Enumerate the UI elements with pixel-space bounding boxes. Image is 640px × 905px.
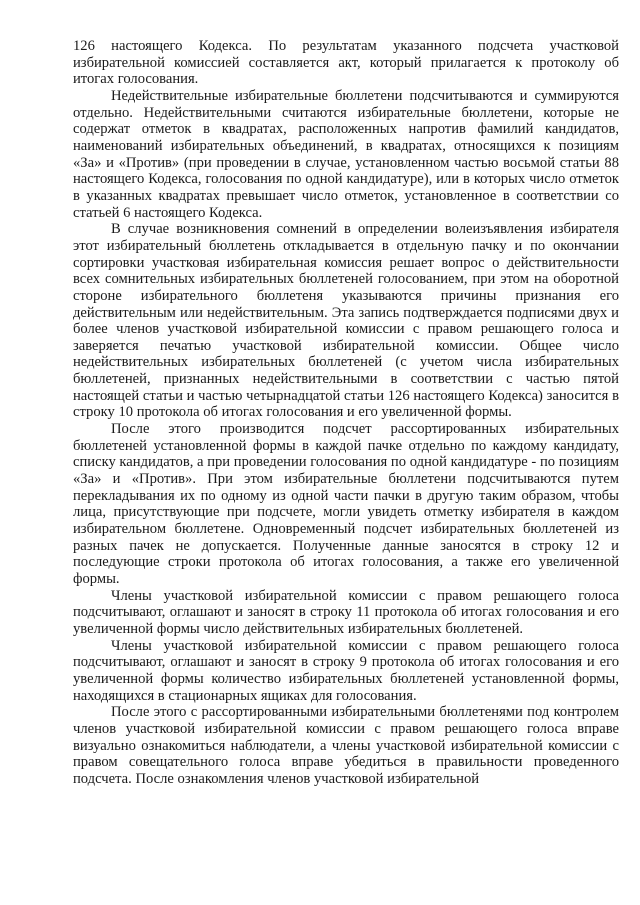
paragraph-sorted-ballots-count: После этого производится подсчет рассортированных избирательных бюллетеней установленной формы в каждой пачке отдельно по каждому кандидату, списку кандидатов, а при проведении голосования по одной кандидатуре - по позициям «За» и «Против». При этом избирательные бюллетени подсчитываются путем перекладывания их по одному из одной части пачки в другую таким образом, чтобы лица, присутствующие при подсчете, могли увидеть отметку избирателя в каждом избирательном бюллетене. Одновременный подсчет избирательных бюллетеней из разных пачек не допускается. Полученные данные заносятся в строку 12 и последующие строки протокола об итогах голосования, а также его увеличенной формы. [73,421,619,587]
paragraph-stationary-boxes: Члены участковой избирательной комиссии с правом решающего голоса подсчитывают, оглашают и заносят в строку 9 протокола об итогах голосования и его увеличенной формы количество избирательных бюллетеней установленной формы, находящихся в стационарных ящиках для голосования. [73,637,619,704]
paragraph-valid-ballots: Члены участковой избирательной комиссии с правом решающего голоса подсчитывают, оглашают и заносят в строку 11 протокола об итогах голосования и его увеличенной формы число действительных избирательных бюллетеней. [73,587,619,637]
paragraph-invalid-ballots: Недействительные избирательные бюллетени подсчитываются и суммируются отдельно. Недействительными считаются избирательные бюллетени, которые не содержат отметок в квадратах, расположенных напротив фамилий кандидатов, наименований избирательных объединений, в квадратах, относящихся к позициям «За» и «Против» (при проведении в случае, установленном частью восьмой статьи 88 настоящего Кодекса, голосования по одной кандидатуре), или в которых число отметок в указанных квадратах превышает число отметок, установленное в соответствии со статьей 6 настоящего Кодекса. [73,87,619,221]
paragraph-continuation: 126 настоящего Кодекса. По результатам указанного подсчета участковой избирательной комиссией составляется акт, который прилагается к протоколу об итогах голосования. [73,38,619,88]
paragraph-doubtful-ballots: В случае возникновения сомнений в определении волеизъявления избирателя этот избирательный бюллетень откладывается в отдельную пачку и по окончании сортировки участковая избирательная комиссия решает вопрос о действительности всех сомнительных избирательных бюллетеней голосованием, при этом на оборотной стороне избирательного бюллетеня указываются причины признания его действительным или недействительным. Эта запись подтверждается подписями двух и более членов участковой избирательной комиссии с правом решающего голоса и заверяется печатью участковой избирательной комиссии. Общее число недействительных избирательных бюллетеней (с учетом числа избирательных бюллетеней, признанных недействительными в соответствии с частью пятой настоящей статьи и частью четырнадцатой статьи 126 настоящего Кодекса) заносится в строку 10 протокола об итогах голосования и его увеличенной формы. [73,221,619,421]
document-page [73,38,619,788]
paragraph-observers-review: После этого с рассортированными избирательными бюллетенями под контролем членов участковой избирательной комиссии с правом решающего голоса вправе визуально ознакомиться наблюдатели, а члены участковой избирательной комиссии с правом совещательного голоса вправе убедиться в правильности проведенного подсчета. После ознакомления членов участковой избирательной [73,704,619,787]
